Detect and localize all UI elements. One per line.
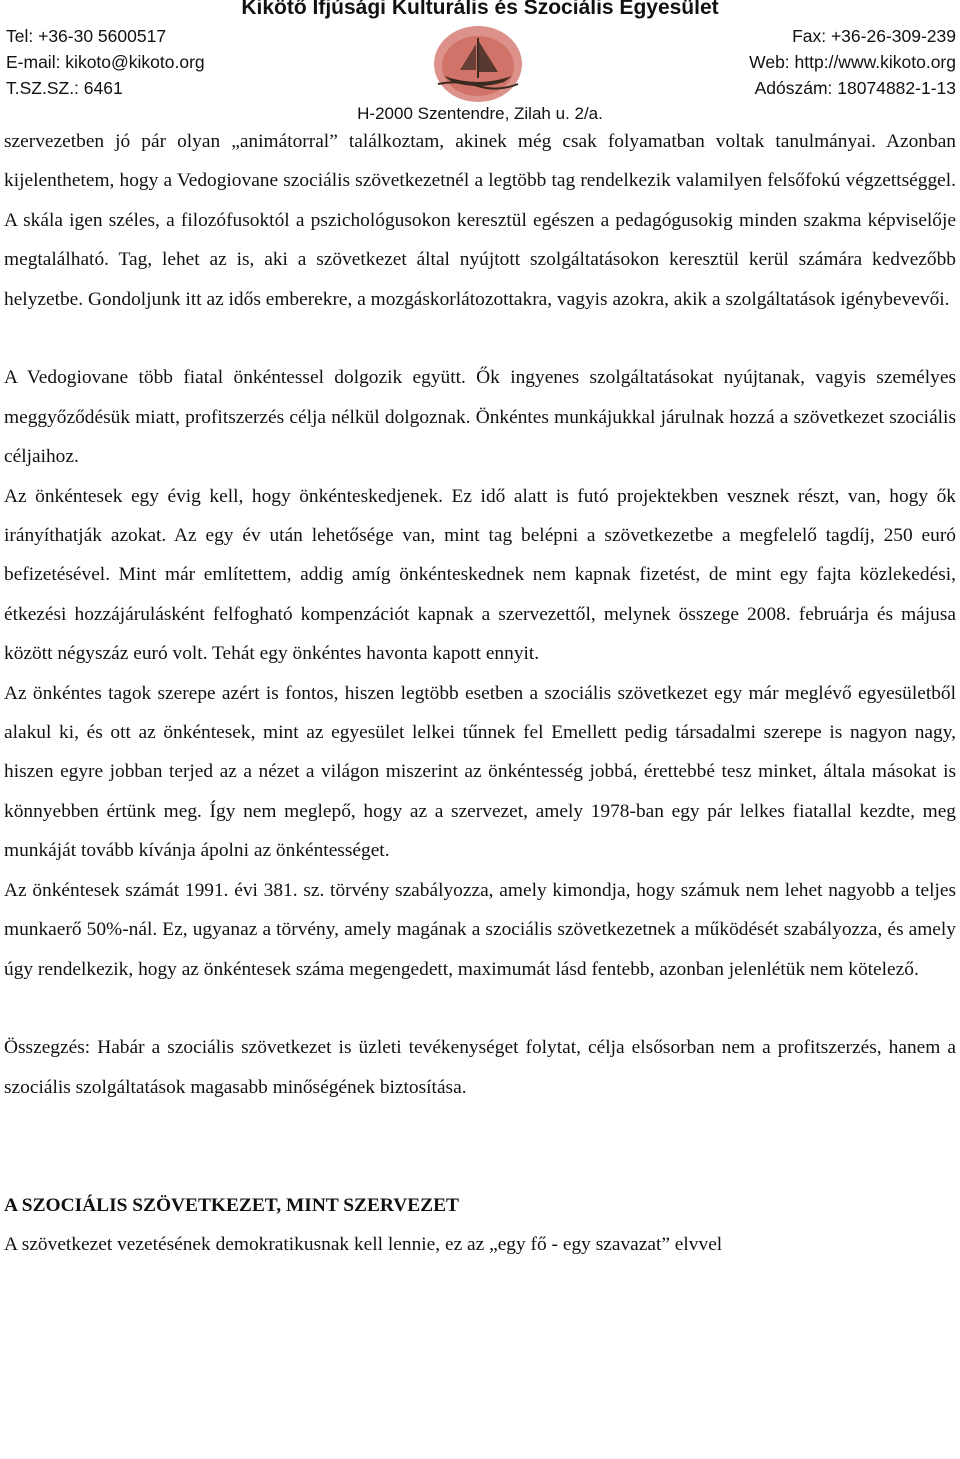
email-address: E-mail: kikoto@kikoto.org: [6, 52, 205, 72]
ship-logo-icon: [398, 24, 558, 104]
document-body: [4, 122, 956, 1265]
section-heading: A SZOCIÁLIS SZÖVETKEZET, MINT SZERVEZET: [4, 1194, 459, 1216]
summary-paragraph: Összegzés: Habár a szociális szövetkezet is üzleti tevékenységet folytat, célja elsősorban nem a profitszerzés, hanem a szociális szolgáltatások magasabb minőségének biztosítása.: [4, 1037, 956, 1098]
fax-number: Fax: +36-26-309-239: [792, 26, 956, 46]
registration-number: T.SZ.SZ.: 6461: [6, 78, 123, 98]
organization-name: Kikötő Ifjúsági Kulturális és Szociális Egyesület: [241, 0, 719, 19]
phone-number: Tel: +36-30 5600517: [6, 26, 167, 46]
paragraph: A szövetkezet vezetésének demokratikusnak kell lennie, ez az „egy fő - egy szavazat” elvvel: [4, 1234, 723, 1256]
tax-number: Adószám: 18074882-1-13: [754, 78, 956, 98]
paragraph: Az önkéntesek számát 1991. évi 381. sz. törvény szabályozza, amely kimondja, hogy számuk nem lehet nagyobb a teljes munkaerő 50%-nál. Ez, ugyanaz a törvény, amely magának a szociális szövetkezetnek a működését szabályozza, és amely úgy rendelkezik, hogy az önkéntesek száma megengedett, maximumát lásd fentebb, azonban jelenlétük nem kötelező.: [4, 879, 956, 980]
postal-address: H-2000 Szentendre, Zilah u. 2/a.: [357, 104, 603, 123]
website-address: Web: http://www.kikoto.org: [749, 52, 956, 72]
paragraph: szervezetben jó pár olyan „animátorral” találkoztam, akinek még csak folyamatban voltak tanulmányai. Azonban kijelenthetem, hogy a Vedogiovane szociális szövetkezetnél a legtöbb tag rendelkezik valamilyen felsőfokú végzettséggel. A skála igen széles, a filozófusoktól a pszichológusokon keresztül egészen a pedagógusokig minden szakma képviselője megtalálható. Tag, lehet az is, aki a szövetkezet által nyújtott szolgáltatásokon keresztül kerül számára kedvezőbb helyzetbe. Gondoljunk itt az idős emberekre, a mozgáskorlátozottakra, vagyis azokra, akik a szolgáltatások igénybevevői.: [4, 131, 956, 310]
paragraph-spacer: [4, 989, 956, 1028]
paragraph: Az önkéntes tagok szerepe azért is fontos, hiszen legtöbb esetben a szociális szövetkezet egy már meglévő egyesületből alakul ki, és ott az önkéntesek, mint az egyesület lelkei tűnnek fel Emellett pedig társadalmi szerepe is nagyon nagy, hiszen egyre jobban terjed az a nézet a világon miszerint az önkéntesség jobbá, érettebbé tesz minket, általa másokat is könnyebben értünk meg. Így nem meglepő, hogy az a szervezet, amely 1978-ban egy pár lelkes fiatallal kezdte, meg munkáját tovább kívánja ápolni az önkéntességet.: [4, 682, 956, 862]
letterhead: [0, 0, 960, 128]
paragraph-spacer: [4, 1107, 956, 1186]
paragraph-spacer: [4, 319, 956, 358]
paragraph: Az önkéntesek egy évig kell, hogy önkénteskedjenek. Ez idő alatt is futó projektekben vesznek részt, van, hogy ők irányíthatják azokat. Az egy év után lehetősége van, mint tag belépni a szövetkezetbe a megfelelő tagdíj, 250 euró befizetésével. Mint már említettem, addig amíg önkénteskednek nem kapnak fizetést, de mint egy fajta közlekedési, étkezési hozzájárulásként felfogható kompenzációt kapnak a szervezettől, melynek összege 2008. februárja és májusa között négyszáz euró volt. Tehát egy önkéntes havonta kapott ennyit.: [4, 485, 956, 665]
paragraph: A Vedogiovane több fiatal önkéntessel dolgozik együtt. Ők ingyenes szolgáltatásokat nyújtanak, vagyis személyes meggyőződésük miatt, profitszerzés célja nélkül dolgoznak. Önkéntes munkájukkal járulnak hozzá a szövetkezet szociális céljaihoz.: [4, 367, 956, 468]
